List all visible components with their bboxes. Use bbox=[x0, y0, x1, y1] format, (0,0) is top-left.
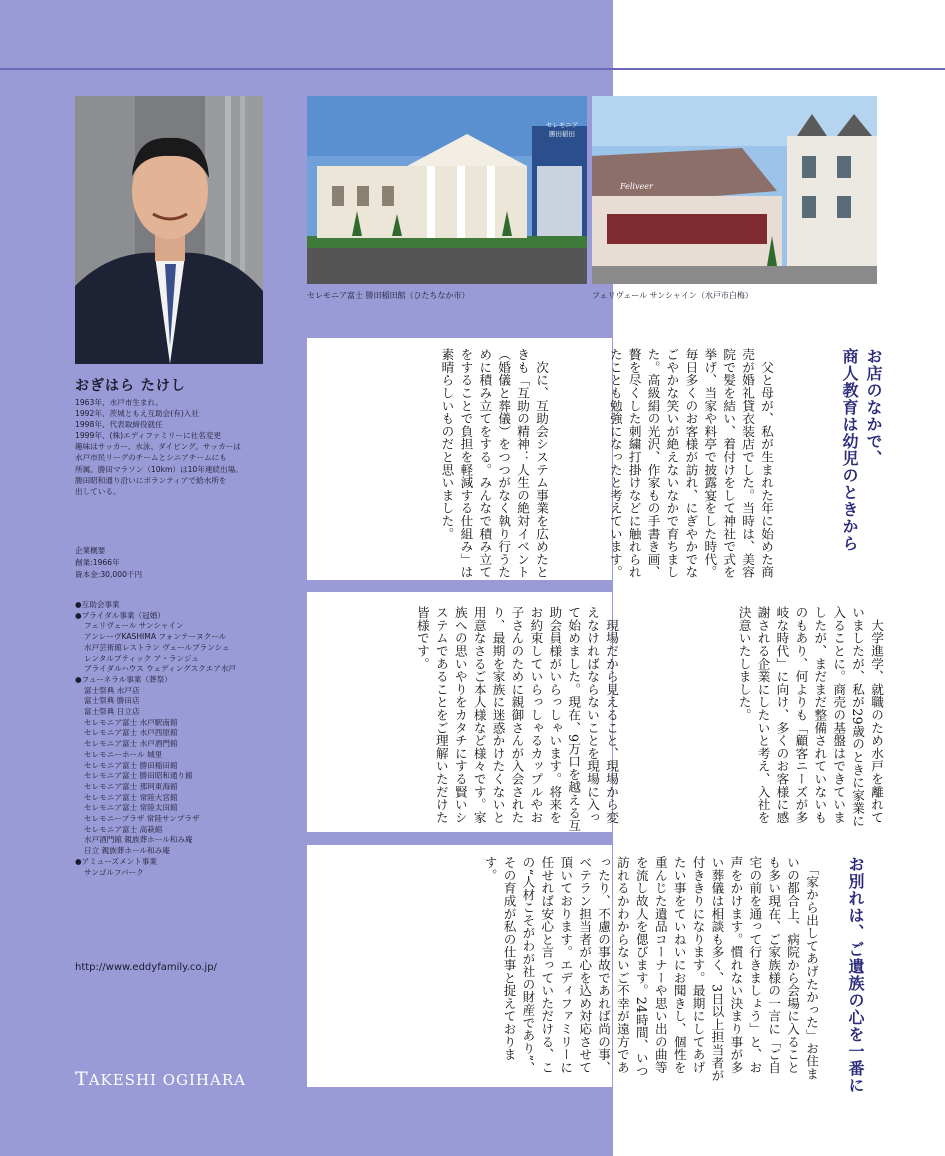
business-item: セレモニア富士 水戸西原館 bbox=[84, 728, 178, 738]
signature-rest: AKESHI OGIHARA bbox=[88, 1071, 246, 1089]
bio-line: 所属。勝田マラソン（10km）は10年連続出場。 bbox=[75, 464, 243, 474]
bio-line: 水戸市民リーグのチームとシニアチームにも bbox=[75, 453, 227, 463]
business-category: ●アミューズメント事業 bbox=[75, 856, 158, 866]
business-item: セレモニア富士 水戸酒門館 bbox=[84, 739, 178, 749]
bio-line: 出している。 bbox=[75, 486, 121, 496]
business-item: セレモニア富士 水戸駅南館 bbox=[84, 717, 178, 727]
business-item: セレモニア富士 勝田昭和通り館 bbox=[84, 771, 193, 781]
business-item: 水戸芸術館レストラン ヴェールブランシェ bbox=[84, 642, 230, 652]
body-paragraph-1: 父と母が、私が生まれた年に始めた商売が婚礼貸衣装店でした。当時は、美容院で髪を結い、着付けをして神社で式を挙げ、当家や料亭で披露宴をした時代。毎日多くのお客様が訪れ、にぎやかでなごやかな笑いが絶えないなかで育ちました。高級絹の光沢、作家もの手書き画、贅を尽くした刺繍打掛けなどに触れられたことも勉強になったと考えています。 bbox=[607, 348, 774, 579]
business-item: セレモニア富士 常陸大宮館 bbox=[84, 792, 178, 802]
photo-caption-2: フェリヴェール サンシャイン（水戸市白梅） bbox=[592, 291, 753, 300]
business-category: ●ブライダル事業（冠婚） bbox=[75, 610, 165, 620]
business-list bbox=[75, 600, 236, 878]
business-item: セレモニープラザ 常陸サンプラザ bbox=[84, 814, 200, 824]
bio-line: 1963年、水戸市生まれ。 bbox=[75, 398, 164, 407]
company-line: 企業概要 bbox=[75, 546, 106, 555]
business-item: 水戸酒門館 親族葬ホール和み庵 bbox=[84, 835, 193, 845]
body-paragraph-3: 大学進学、就職のため水戸を離れていましたが、私が29歳のときに家業に入ることに。商売の基盤はできていましたが、まだまだ整備されていないものもあり、何よりも「顧客ニーズが多岐な時代」に向け、多くのお客様に感謝される企業にしたいと考え、入社を決意いたしました。 bbox=[736, 606, 884, 828]
profile-name: おぎはら たけし bbox=[75, 378, 186, 394]
company-url[interactable]: http://www.eddyfamily.co.jp/ bbox=[75, 962, 217, 973]
company-line: 創業:1966年 bbox=[75, 558, 120, 567]
business-item: 富士祭典 勝田店 bbox=[84, 696, 140, 706]
heading-farewell: お別れは、ご遺族の心を一番に bbox=[846, 856, 865, 1094]
portrait-photo bbox=[75, 96, 263, 364]
profile-bio bbox=[75, 397, 280, 497]
body-paragraph-2: 次に、互助会システム事業を広めたときも「互助の精神：人生の絶対イベント（婚儀と葬儀）をつつがなく執り行うために積み立てをする。みんなで積み立てをすることで負担を軽減する仕組み」は素晴らしいものだと思いました。 bbox=[439, 348, 549, 579]
photo-caption-1: セレモニア富士 勝田稲田館（ひたちなか市） bbox=[307, 291, 470, 300]
body-paragraph-4: 現場だから見えること、現場から変えなければならないことを現場に入って始めました。現在、9万口を越える互助会員様がいらっしゃいます。将来をお約束していらっしゃるカップルやお子さんのために親御さんが入会されたり、最期を家族に迷惑かけたくないと用意なさるご本人様など様々です。家族への思いやりをカタチにする賢いシステムであることをご理解いただけた皆様です。 bbox=[414, 606, 619, 832]
bio-line: 1998年、代表取締役就任 bbox=[75, 420, 163, 430]
sign-katsuta: セレモニア 勝田稲田 bbox=[545, 121, 579, 138]
signature bbox=[75, 1068, 246, 1090]
business-item: セレモニア富士 那珂東海館 bbox=[84, 781, 178, 791]
signature-initial: T bbox=[75, 1068, 89, 1090]
business-item: セレモニア富士 勝田稲田館 bbox=[84, 760, 178, 770]
business-category: ●フューネラル事業（葬祭） bbox=[75, 674, 172, 684]
header-rule bbox=[0, 68, 945, 70]
business-item: サンゴルフパーク bbox=[84, 867, 144, 877]
bio-line: 趣味はサッカー、水泳、ダイビング。サッカーは bbox=[75, 442, 241, 452]
bio-line: 1992年、茨城ともえ互助会(有)入社 bbox=[75, 409, 199, 419]
business-item: レンタルブティック ア・ランジュ bbox=[84, 653, 199, 663]
heading-shop-education bbox=[837, 348, 885, 580]
business-item: セレモニーホール 城里 bbox=[84, 749, 163, 759]
business-item: セレモニア富士 高萩館 bbox=[84, 824, 163, 834]
business-item: 富士祭典 水戸店 bbox=[84, 685, 140, 695]
business-category: ●互助会事業 bbox=[75, 600, 120, 609]
sign-feliveer: Feliveer bbox=[620, 182, 653, 191]
business-item: 日立 親族葬ホール和み庵 bbox=[84, 846, 170, 856]
heading-line: 商人教育は幼児のときから bbox=[840, 348, 859, 552]
business-item: セレモニア富士 常陸太田館 bbox=[84, 803, 178, 813]
bio-line: 1999年、(株)エディファミリーに社名変更 bbox=[75, 431, 221, 441]
heading-line: お店のなかで、 bbox=[864, 348, 883, 467]
business-item: ブライダルハウス ウェディングスクエア水戸 bbox=[84, 664, 237, 674]
company-line: 資本金:30,000千円 bbox=[75, 570, 143, 579]
business-item: アンレーヴKASHIMA フォンテーヌクール bbox=[84, 632, 227, 642]
business-item: 富士祭典 日立店 bbox=[84, 707, 140, 717]
bio-line: 勝田昭和通り沿いにボランティアで給水所を bbox=[75, 475, 227, 485]
business-item: フェリヴェール サンシャイン bbox=[84, 621, 184, 631]
company-overview bbox=[75, 545, 142, 581]
body-paragraph-5: 「家から出してあげたかった」お住まいの都合上、病院から会場に入ることも多い現在、ご家族様の一言に「ご自宅の前を通って行きましょう」と、お声をかけます。慣れない決まり事が多い葬儀は相談も多く、3日以上担当者が付ききりになります。最期にしてあげたい事をていねいにお聞きし、個性を重んじた遺品コーナーや思い出の曲等を流し故人を偲びます。24時間、いつ訪れるかわからないご不幸が遠方であったり、不慮の事故であれば尚の事、ベテラン担当者が心を込め対応させて頂いております。エディファミリーに任せれば安心と言っていただける、この“人材こそがわが社の財産であり”、その育成が私の仕事と捉えております。 bbox=[482, 856, 819, 1082]
